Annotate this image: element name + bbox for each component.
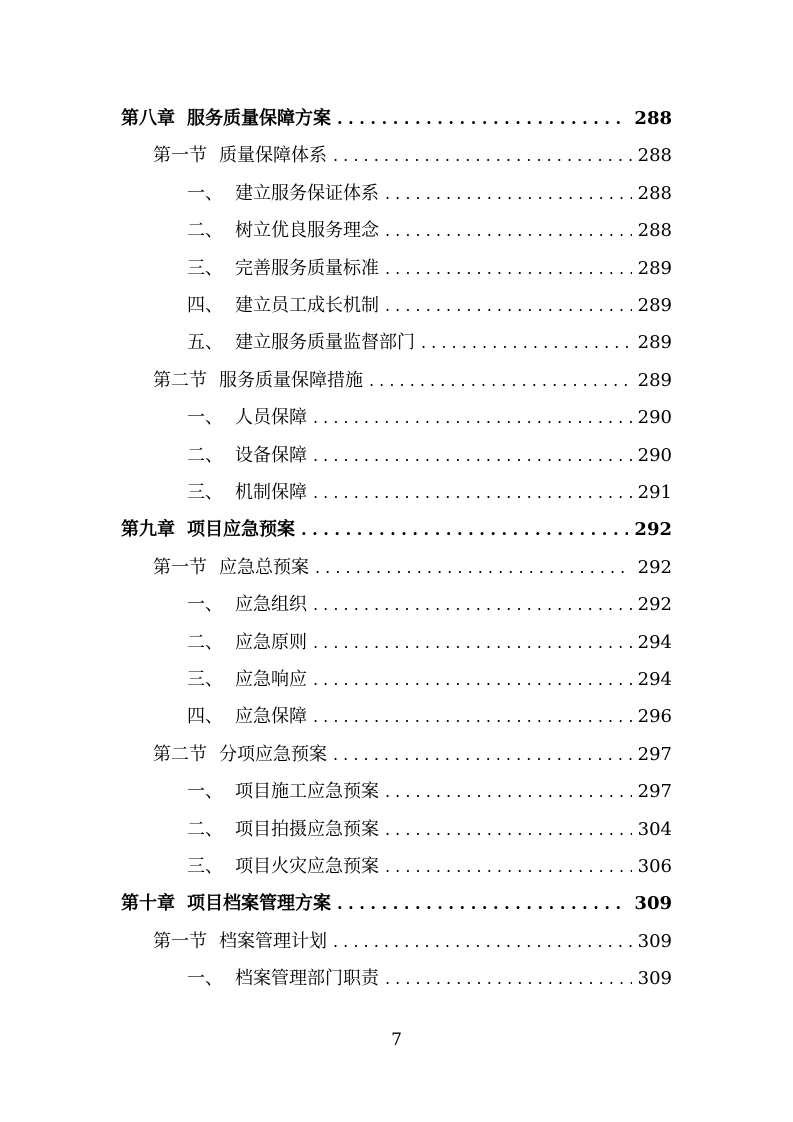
toc-entry-number: 一、 bbox=[187, 781, 223, 803]
toc-entry-page: 292 bbox=[634, 519, 672, 541]
toc-entry-title: 档案管理计划 bbox=[219, 930, 327, 952]
dot-leader bbox=[313, 403, 632, 433]
dot-leader bbox=[313, 441, 632, 471]
toc-entry-chapter bbox=[121, 515, 672, 545]
toc-entry-item bbox=[187, 216, 672, 246]
toc-entry-section bbox=[153, 553, 672, 583]
toc-entry-section bbox=[153, 141, 672, 171]
toc-entry-title: 建立服务保证体系 bbox=[235, 182, 379, 204]
toc-entry-page: 294 bbox=[637, 669, 672, 690]
toc-entry-page: 304 bbox=[637, 818, 672, 840]
toc-entry-label bbox=[153, 553, 309, 583]
toc-entry-item bbox=[187, 328, 672, 358]
toc-entry-number: 二、 bbox=[187, 220, 223, 242]
toc-entry-number: 第二节 bbox=[153, 743, 207, 765]
toc-entry-page: 291 bbox=[637, 482, 672, 503]
toc-entry-chapter bbox=[121, 104, 672, 134]
toc-entry-page: 289 bbox=[637, 295, 672, 316]
toc-entry-page: 309 bbox=[637, 930, 672, 952]
toc-entry-page: 289 bbox=[637, 257, 672, 279]
toc-entry-number: 第八章 bbox=[121, 108, 175, 129]
toc-entry-title: 应急总预案 bbox=[219, 556, 309, 578]
toc-entry-page: 290 bbox=[637, 444, 672, 466]
toc-entry-page: 292 bbox=[637, 594, 672, 616]
dot-leader bbox=[385, 777, 632, 807]
toc-entry-item bbox=[187, 254, 672, 284]
dot-leader bbox=[385, 254, 632, 284]
toc-entry-number: 二、 bbox=[187, 444, 223, 466]
toc-entry-title: 人员保障 bbox=[235, 407, 307, 429]
dot-leader bbox=[369, 366, 632, 396]
toc-entry-item bbox=[187, 628, 672, 658]
toc-entry-number: 三、 bbox=[187, 856, 223, 877]
toc-entry-title: 树立优良服务理念 bbox=[235, 220, 379, 242]
toc-entry-chapter bbox=[121, 889, 672, 919]
toc-entry-number: 三、 bbox=[187, 669, 223, 690]
toc-entry-label bbox=[187, 815, 379, 845]
dot-leader bbox=[315, 553, 632, 583]
toc-entry-number: 四、 bbox=[187, 295, 223, 316]
toc-entry-page: 306 bbox=[637, 856, 672, 877]
toc-entry-number: 三、 bbox=[187, 257, 223, 279]
toc-entry-page: 288 bbox=[637, 145, 672, 167]
toc-entry-title: 项目火灾应急预案 bbox=[235, 856, 379, 877]
toc-entry-number: 二、 bbox=[187, 631, 223, 653]
toc-entry-label bbox=[187, 179, 379, 209]
dot-leader bbox=[385, 964, 632, 994]
dot-leader bbox=[421, 328, 632, 358]
toc-entry-title: 应急响应 bbox=[235, 669, 307, 690]
toc-entry-number: 第九章 bbox=[121, 519, 175, 541]
dot-leader bbox=[313, 702, 632, 732]
toc-entry-title: 应急保障 bbox=[235, 706, 307, 728]
toc-entry-title: 完善服务质量标准 bbox=[235, 257, 379, 279]
toc-entry-label bbox=[187, 403, 307, 433]
toc-entry-title: 建立员工成长机制 bbox=[235, 295, 379, 316]
toc-entry-item bbox=[187, 815, 672, 845]
toc-entry-number: 第十章 bbox=[121, 893, 175, 915]
toc-entry-section bbox=[153, 740, 672, 770]
toc-entry-page: 288 bbox=[634, 108, 672, 129]
dot-leader bbox=[385, 815, 632, 845]
toc-entry-label bbox=[153, 740, 327, 770]
toc-entry-number: 一、 bbox=[187, 407, 223, 429]
toc-entry-page: 290 bbox=[637, 407, 672, 429]
toc-entry-number: 一、 bbox=[187, 968, 223, 990]
toc-entry-label bbox=[187, 777, 379, 807]
toc-entry-title: 服务质量保障方案 bbox=[187, 108, 331, 129]
toc-entry-label bbox=[153, 927, 327, 957]
toc-entry-label bbox=[153, 141, 327, 171]
toc-entry-number: 第二节 bbox=[153, 369, 207, 391]
dot-leader bbox=[301, 515, 628, 545]
toc-entry-title: 项目拍摄应急预案 bbox=[235, 818, 379, 840]
toc-entry-label bbox=[187, 590, 307, 620]
toc-entry-page: 297 bbox=[637, 743, 672, 765]
dot-leader bbox=[313, 590, 632, 620]
toc-entry-title: 机制保障 bbox=[235, 482, 307, 503]
toc-entry-item bbox=[187, 852, 672, 882]
toc-entry-label bbox=[187, 216, 379, 246]
toc-entry-page: 292 bbox=[637, 556, 672, 578]
toc-entry-page: 297 bbox=[637, 781, 672, 803]
page-number: 7 bbox=[391, 1030, 402, 1050]
toc-entry-item bbox=[187, 403, 672, 433]
toc-entry-item bbox=[187, 702, 672, 732]
toc-entry-title: 质量保障体系 bbox=[219, 145, 327, 167]
dot-leader bbox=[337, 889, 628, 919]
toc-entry-number: 二、 bbox=[187, 818, 223, 840]
toc-entry-item bbox=[187, 478, 672, 508]
toc-entry-number: 三、 bbox=[187, 482, 223, 503]
toc-entry-title: 项目应急预案 bbox=[187, 519, 295, 541]
toc-entry-page: 294 bbox=[637, 631, 672, 653]
dot-leader bbox=[333, 740, 632, 770]
toc-entry-item bbox=[187, 964, 672, 994]
toc-entry-label bbox=[187, 964, 379, 994]
toc-entry-label bbox=[187, 852, 379, 882]
toc-entry-page: 296 bbox=[637, 706, 672, 728]
dot-leader bbox=[385, 179, 632, 209]
toc-entry-number: 第一节 bbox=[153, 930, 207, 952]
dot-leader bbox=[385, 852, 632, 882]
toc-entry-title: 应急原则 bbox=[235, 631, 307, 653]
toc-entry-title: 分项应急预案 bbox=[219, 743, 327, 765]
toc-entry-number: 一、 bbox=[187, 594, 223, 616]
toc-entry-section bbox=[153, 366, 672, 396]
dot-leader bbox=[333, 141, 632, 171]
toc-entry-page: 288 bbox=[637, 182, 672, 204]
toc-entry-page: 309 bbox=[637, 968, 672, 990]
toc-entry-item bbox=[187, 590, 672, 620]
toc-entry-label bbox=[121, 104, 331, 134]
toc-entry-label bbox=[187, 441, 307, 471]
toc-entry-page: 288 bbox=[637, 220, 672, 242]
toc-entry-label bbox=[187, 628, 307, 658]
toc-entry-label bbox=[153, 366, 363, 396]
toc-entry-label bbox=[187, 291, 379, 321]
toc-entry-title: 项目施工应急预案 bbox=[235, 781, 379, 803]
dot-leader bbox=[313, 628, 632, 658]
dot-leader bbox=[313, 478, 632, 508]
toc-entry-item bbox=[187, 179, 672, 209]
toc-entry-number: 第一节 bbox=[153, 556, 207, 578]
toc-entry-item bbox=[187, 665, 672, 695]
toc-entry-item bbox=[187, 441, 672, 471]
toc-entry-section bbox=[153, 927, 672, 957]
toc-entry-item bbox=[187, 291, 672, 321]
toc-entry-page: 289 bbox=[637, 332, 672, 354]
toc-entry-label bbox=[187, 254, 379, 284]
toc-entry-label bbox=[121, 889, 331, 919]
toc-entry-label bbox=[121, 515, 295, 545]
dot-leader bbox=[333, 927, 632, 957]
toc-entry-number: 四、 bbox=[187, 706, 223, 728]
dot-leader bbox=[337, 104, 628, 134]
toc-entry-label bbox=[187, 328, 415, 358]
toc-entry-label bbox=[187, 478, 307, 508]
dot-leader bbox=[313, 665, 632, 695]
toc-entry-number: 一、 bbox=[187, 182, 223, 204]
toc-entry-title: 应急组织 bbox=[235, 594, 307, 616]
toc-entry-title: 建立服务质量监督部门 bbox=[235, 332, 415, 354]
toc-entry-page: 289 bbox=[637, 369, 672, 391]
dot-leader bbox=[385, 291, 632, 321]
toc-entry-number: 五、 bbox=[187, 332, 223, 354]
toc-entry-label bbox=[187, 665, 307, 695]
toc-entry-title: 设备保障 bbox=[235, 444, 307, 466]
dot-leader bbox=[385, 216, 632, 246]
toc-entry-item bbox=[187, 777, 672, 807]
toc-entry-page: 309 bbox=[634, 893, 672, 915]
toc-entry-label bbox=[187, 702, 307, 732]
toc-entry-number: 第一节 bbox=[153, 145, 207, 167]
toc-entry-title: 项目档案管理方案 bbox=[187, 893, 331, 915]
toc-entry-title: 档案管理部门职责 bbox=[235, 968, 379, 990]
toc-entry-title: 服务质量保障措施 bbox=[219, 369, 363, 391]
